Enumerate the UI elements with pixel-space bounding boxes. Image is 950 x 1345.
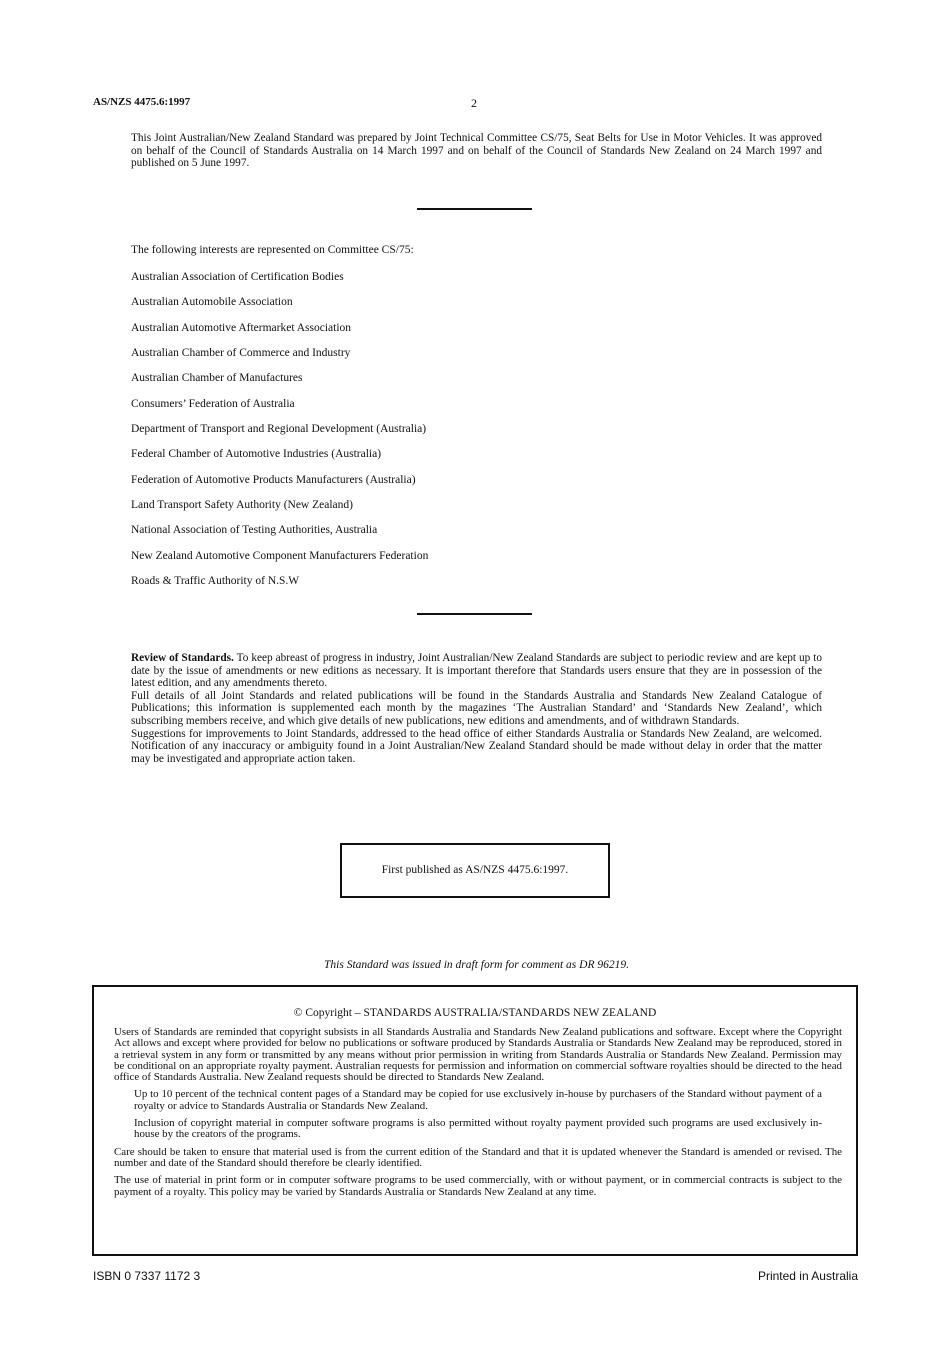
first-published-box — [340, 843, 610, 898]
interest-item: Australian Automotive Aftermarket Association — [131, 321, 352, 334]
copyright-title: © Copyright – STANDARDS AUSTRALIA/STANDARDS NEW ZEALAND — [293, 1007, 657, 1019]
review-title: Review of Standards. — [131, 652, 234, 664]
copyright-paragraph: Inclusion of copyright material in computer software programs is also permitted without royalty payment provided such programs are used exclusively in-house by the creators of the programs. — [134, 1117, 822, 1141]
interest-item: Federal Chamber of Automotive Industries (Australia) — [131, 448, 382, 461]
interest-item: Department of Transport and Regional Development (Australia) — [131, 423, 427, 436]
interest-item: National Association of Testing Authorities, Australia — [131, 524, 378, 537]
interest-item: Federation of Automotive Products Manufacturers (Australia) — [131, 473, 416, 486]
copyright-box — [92, 985, 858, 1256]
review-text: To keep abreast of progress in industry, Joint Australian/New Zealand Standards are subject to periodic review and are kept up to date by the issue of amendments or new editions as necessary. It is important therefore that Standards users ensure that they are in possession of the latest edition, and any amendments thereto. — [131, 652, 822, 690]
divider-rule — [417, 613, 532, 615]
first-published-text: First published as AS/NZS 4475.6:1997. — [381, 864, 569, 876]
divider-rule — [417, 208, 532, 210]
standard-id: AS/NZS 4475.6:1997 — [93, 96, 191, 108]
review-paragraph: Full details of all Joint Standards and related publications will be found in the Standards Australia and Standards New Zealand Catalogue of Publications; this information is supplemented each month by the magazines ‘The Australian Standard’ and ‘Standards New Zealand’, which subscribing members receive, and which give details of new publications, new editions and amendments, and of withdrawn Standards. — [131, 689, 822, 727]
printed-in: Printed in Australia — [757, 1269, 858, 1283]
review-paragraph — [131, 652, 822, 690]
copyright-paragraph: Care should be taken to ensure that material used is from the current edition of the Standard and that it is updated whenever the Standard is amended or revised. The number and date of the Standard should therefore be clearly identified. — [114, 1145, 842, 1169]
interest-item: Australian Chamber of Commerce and Industry — [131, 347, 351, 360]
isbn: ISBN 0 7337 1172 3 — [93, 1269, 201, 1283]
interest-item: New Zealand Automotive Component Manufacturers Federation — [131, 549, 429, 562]
draft-note: This Standard was issued in draft form for comment as DR 96219. — [324, 959, 629, 971]
copyright-paragraph: Users of Standards are reminded that copyright subsists in all Standards Australia and Standards New Zealand publications and software. Except where the Copyright Act allows and except where provided for below no publications or software produced by Standards Australia or Standards New Zealand may be reproduced, stored in a retrieval system in any form or transmitted by any means without prior permission in writing from Standards Australia or Standards New Zealand. Permission may be conditional on an appropriate royalty payment. Australian requests for permission and information on commercial software royalties should be directed to the head office of Standards Australia. New Zealand requests should be directed to Standards New Zealand. — [114, 1026, 842, 1084]
copyright-paragraph: The use of material in print form or in computer software programs to be used commercially, with or without payment, or in commercial contracts is subject to the payment of a royalty. This policy may be varied by Standards Australia or Standards New Zealand at any time. — [114, 1174, 842, 1198]
review-paragraph: Suggestions for improvements to Joint Standards, addressed to the head office of either Standards Australia or Standards New Zealand, are welcomed. Notification of any inaccuracy or ambiguity found in a Joint Australian/New Zealand Standard should be made without delay in order that the matter may be investigated and appropriate action taken. — [131, 727, 822, 765]
interests-heading: The following interests are represented on Committee CS/75: — [131, 244, 414, 256]
interest-item: Roads & Traffic Authority of N.S.W — [131, 575, 300, 588]
intro-paragraph: This Joint Australian/New Zealand Standard was prepared by Joint Technical Committee CS/75, Seat Belts for Use in Motor Vehicles. It was approved on behalf of the Council of Standards Australia on 14 March 1997 and on behalf of the Council of Standards New Zealand on 24 March 1997 and published on 5 June 1997. — [131, 132, 822, 170]
interest-item: Consumers’ Federation of Australia — [131, 397, 295, 410]
review-section — [131, 652, 822, 765]
interest-item: Australian Chamber of Manufactures — [131, 372, 303, 385]
interest-item: Land Transport Safety Authority (New Zealand) — [131, 499, 353, 512]
interest-item: Australian Automobile Association — [131, 296, 293, 309]
copyright-body — [114, 1027, 842, 1204]
page-number: 2 — [471, 96, 477, 110]
copyright-paragraph: Up to 10 percent of the technical content pages of a Standard may be copied for use exclusively in-house by purchasers of the Standard without payment of a royalty or advice to Standards Australia or Standards New Zealand. — [134, 1088, 822, 1112]
interest-item: Australian Association of Certification Bodies — [131, 271, 344, 283]
interests-list — [131, 270, 428, 599]
